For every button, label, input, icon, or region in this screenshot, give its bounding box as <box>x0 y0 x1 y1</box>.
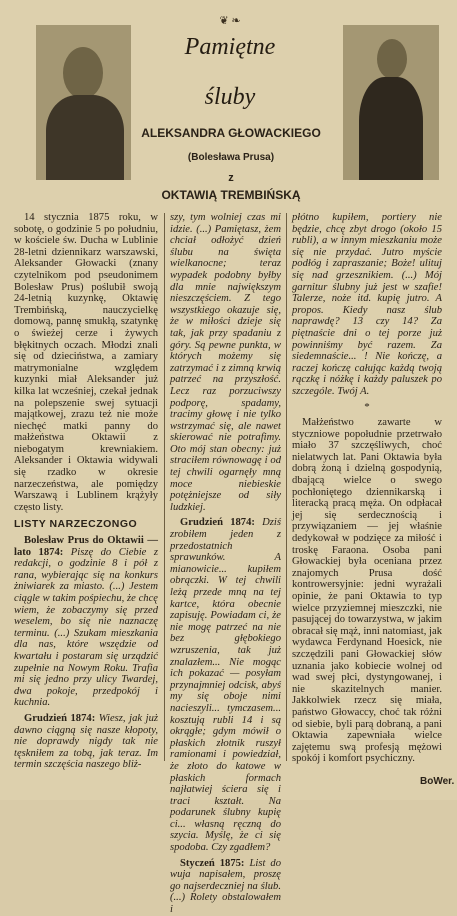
column-2 <box>170 212 281 916</box>
column-rule-2 <box>286 213 287 761</box>
closing-paragraph: Małżeństwo zawarte w styczniowe popołudnie przetrwało miało 37 szczęśliwych, choć nielatwych lat. Pani Oktawia była dobrą żoną i dzielną gospodynią, dbającą wielce o swego pochłoniętego dziennikarską i literacką pracą męża. On odpłacał jej się serdecznością i przywiązaniem — jej właśnie dedykował w podzięce za miłość i troskę Faraona. Osoba pani Głowackiej była oceniana przez znajomych Prusa dość kontrowersyjnie: jedni wyrażali opinie, że pani Oktawia to typ wielce przyziemnej mieszczki, nie pasującej do towarzystwa, w jakim obracał się mąż, inni natomiast, jak wydawca Ferdynand Hoesick, nie szczędzili pani Głowackiej słów uznania jako kobiecie wolnej od wad swej płci, dystyngowanej, i nie skazitelnych manier. Jakkolwiek rzecz się miała, państwo Głowaccy, choć tak różni od siebie, byli parą dobraną, a pani Oktawia zapewniała wielce zajętemu swą profesją mężowi spokój i komfort psychiczny. <box>292 417 442 765</box>
conjunction: z <box>228 172 234 184</box>
portrait-prus-image <box>36 25 131 180</box>
section-star: * <box>364 400 370 413</box>
header-ornament: ❦ ❧ <box>219 15 241 27</box>
pseudonym: (Bolesława Prusa) <box>187 152 275 163</box>
intro-paragraph: 14 stycznia 1875 roku, w sobotę, o godzinie 5 po południu, w kościele św. Ducha w Lublinie 28-letni dziennikarz warszawski, Aleksander Głowacki (znany czytelnikom pod pseudonimem Bolesław Prus) poślubił swoją 24-letnią kuzynkę, Oktawię Trembińską, nauczycielkę domową, pannę smukłą, szatynkę o świeżej cerze i żywych błękitnych oczach. Młodzi znali się od dzieciństwa, a zamiary matrymonialne względem kuzynki miał Aleksander już kilka lat wcześniej, czekał jednak na polepszenie swej sytuacji majątkowej, zrazu też nie może niechęć matki panny do małżeństwa Oktawii z niebogatym krewniakiem. Aleksander i Oktawia widywali się rzadko w okresie narzeczeństwa, ale pomiędzy Warszawą i Lublinem krążyły często listy. <box>14 212 158 513</box>
letters-heading: LISTY NARZECZONGO <box>14 518 138 531</box>
letter-3-date: Grudzień 1874: <box>180 517 255 529</box>
header-title-line-2: śluby <box>204 84 256 110</box>
author-signature: BoWer. <box>420 776 455 787</box>
column-1 <box>14 212 158 771</box>
header-title-line-1: Pamiętne <box>184 34 276 60</box>
letter-4-date: Styczeń 1875: <box>180 857 245 869</box>
letter-3-text: Dziś zrobiłem jeden z przedostatnich sprawunków. A mianowicie... kupiłem obrączki. W tej chwili leżą przede mną na tej kartce, która obecnie zapisuję. Powiadam ci, że nie mogę patrzeć na nie bez głębokiego wzruszenia, tak już znalazłem... Nie mogąc ich pokazać — posyłam przynajmniej odcisk, abyś my się oboje nimi nacieszyli... tymczasem... kosztują rubli 14 i są okrągłe; gdym mówił o płaskich złotnik ruszył ramionami i powiedział, że złoto do katowe w płaskich formach najłatwiej ściera się i traci kształt. Na podarunek ślubny kupię ci... własną ręczną do szycia. Myślę, że ci się spodoba. Czy zgadłem? <box>170 517 281 854</box>
letter-2-continued: szy, tym wolniej czas mi idzie. (...) Pamiętasz, żem chciał odłożyć dzień ślubu na święta wielkanocne; teraz wypadek podobny byłby dla mnie największym nieszczęściem. Z tego wszystkiego okazuje się, że w miłości dzieje się tak, jak przy spadaniu z góry. Są pewne punkta, w których możemy się zatrzymać i z zimną krwią patrzeć na przyszłość. Lecz raz porzuciwszy podporę, spadamy, tracimy głowę i nie tylko wstrzymać się, ale nawet skierować nie potrafimy. Oto mój stan obecny: już straciłem równowagę i od tej chwili ogarnęły mną moce niebieskie potężniejsze od siły ludzkiej. <box>170 212 281 513</box>
letter-2-text: Wiesz, jak już dawno ciągną się nasze kłopoty, nie doprawdy nigdy tak nie tęskniłem za tobą, jak teraz. Im termin szczęścia naszego bliż- <box>14 712 158 771</box>
letter-4-text: List do wuja napisałem, proszę go najserdeczniej na ślub. (...) Rolety obstalowałem i <box>170 857 281 916</box>
portrait-oktawia-image <box>343 25 439 180</box>
letter-2-date: Grudzień 1874: <box>24 712 96 724</box>
column-rule-1 <box>164 213 165 761</box>
letter-1-date: Bolesław Prus do Oktawii — lato 1874: <box>14 535 158 558</box>
bride-name: OKTAWIĄ TREMBIŃSKĄ <box>161 188 301 202</box>
letter-4-continued: płótno kupiłem, portiery nie będzie, chcę zbyt drogo (około 15 rubli), a w innym mieszkaniu może się nie przydać. Jutro myście podłóg i zapraszanie; Boże! ulituj się nad grzesznikiem. (...) Mój garnitur ślubny już jest w szafie! Talerze, noże itd. kupię jutro. A propos. Kiedy nasz ślub naprawdę? 13 czy 14? Za piętnaście dni o tej porze już powinniśmy być razem. Za siedemnaście... ! Nie kończę, a raczej kończę całując każdą twoją rączkę i nóżkę i każdy paluszek po szczególe. Twój A. <box>292 212 442 397</box>
column-3 <box>292 212 442 765</box>
groom-name: ALEKSANDRA GŁOWACKIEGO <box>141 126 321 140</box>
letter-1-text: Piszę do Ciebie z redakcji, o godzinie 8 i pół z rana, wybierając się na konkurs żniwiarek za miasto. (...) Jestem ciągle w takim pośpiechu, że chcę wiem, że zobaczymy się przed weselem, bo się nie naznaczę terminu. (...) Szukam mieszkania dla nas, które wszędzie od kwartału i postaram się urządzić zupełnie na Nowym Roku. Trafia mi się jedno przy ulicy Twardej, dwa pokoje, przedpokój i kuchnia. <box>14 546 158 709</box>
